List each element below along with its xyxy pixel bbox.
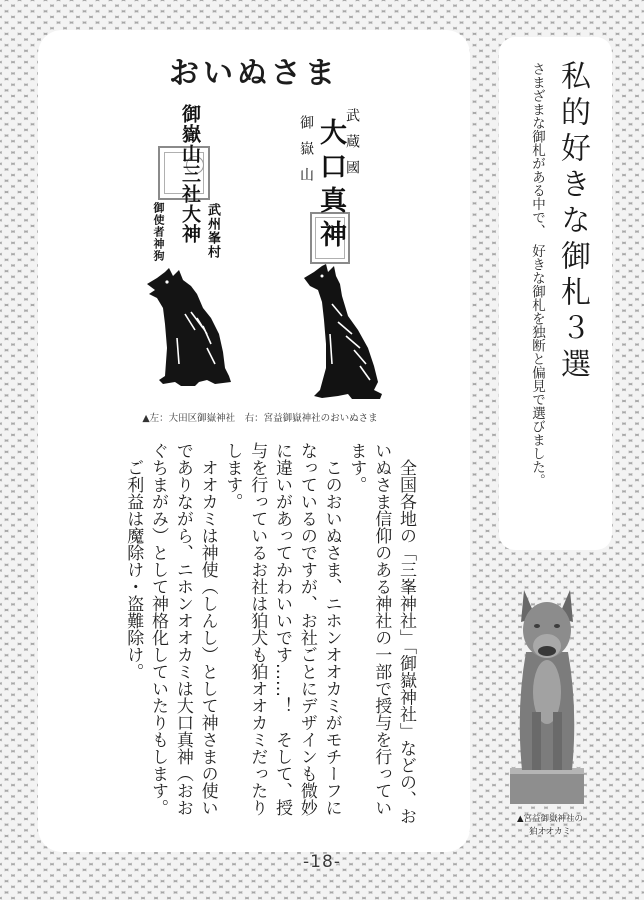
photo-caption-line-1: ▲宮益御嶽神社の <box>516 814 584 824</box>
left-wolf-eye <box>165 280 168 283</box>
article-title: おいぬさま <box>169 56 339 91</box>
left-ofuda-deity: 御嶽山三社大神 <box>179 104 201 244</box>
left-ofuda-messenger: 御使者神狗 <box>152 202 165 262</box>
body-column: ぐちまがみ）として神格化していたりもします。 <box>148 442 169 816</box>
body-column: に違いがあってかわいいです……！ そして、授 <box>272 442 293 816</box>
right-ofuda-mountain: 御嶽山 <box>298 115 314 193</box>
body-column: ます。 <box>346 442 367 493</box>
page-number: -18- <box>303 852 341 872</box>
statue-mouth <box>538 646 556 656</box>
right-ofuda-deity: 大口真神 <box>315 118 346 254</box>
body-column: でありながら、ニホンオオカミは大口真神（おお <box>172 442 193 816</box>
body-column: このおいぬさま、ニホンオオカミがモチーフに <box>321 459 342 816</box>
statue-pedestal <box>510 772 584 804</box>
body-column: します。 <box>222 442 243 510</box>
left-ofuda-village: 武州峯村 <box>205 203 220 259</box>
statue-eye-left <box>534 624 540 628</box>
body-column: 全国各地の「三峯神社」「御嶽神社」などの、お <box>396 459 416 825</box>
right-wolf-eye <box>321 275 324 278</box>
article-body <box>120 442 418 842</box>
sidebar-title: 私的好きな御札３選 <box>555 60 590 384</box>
body-column: ご利益は魔除け・盗難除け。 <box>123 459 144 680</box>
photo-caption-line-2: 狛オオカミ <box>529 827 571 837</box>
sidebar-lead: さまざまな御札がある中で、 好きな御札を独断と偏見で選びました。 <box>529 62 545 488</box>
body-column: いぬさま信仰のある神社の一部で授与を行ってい <box>371 442 392 816</box>
right-ofuda-province: 武蔵國 <box>344 108 360 186</box>
statue-left-leg <box>532 712 541 770</box>
right-wolf-body <box>304 264 382 399</box>
statue-right-leg <box>553 712 562 770</box>
body-column: オオカミは神使（しんし）として神さまの使い <box>197 459 218 816</box>
left-wolf-silhouette <box>145 268 231 386</box>
ofuda-caption: ▲左：大田区御嶽神社 右：宮益御嶽神社のおいぬさま <box>142 413 378 424</box>
body-column: なっているのですが、お社ごとにデザインも微妙 <box>296 442 317 816</box>
statue-eye-right <box>554 624 560 628</box>
right-wolf-silhouette <box>302 264 382 399</box>
left-wolf-body <box>147 268 231 386</box>
body-column: 与を行っているお社は狛犬も狛オオカミだったり <box>247 442 268 816</box>
wolf-statue-photo <box>508 588 588 806</box>
